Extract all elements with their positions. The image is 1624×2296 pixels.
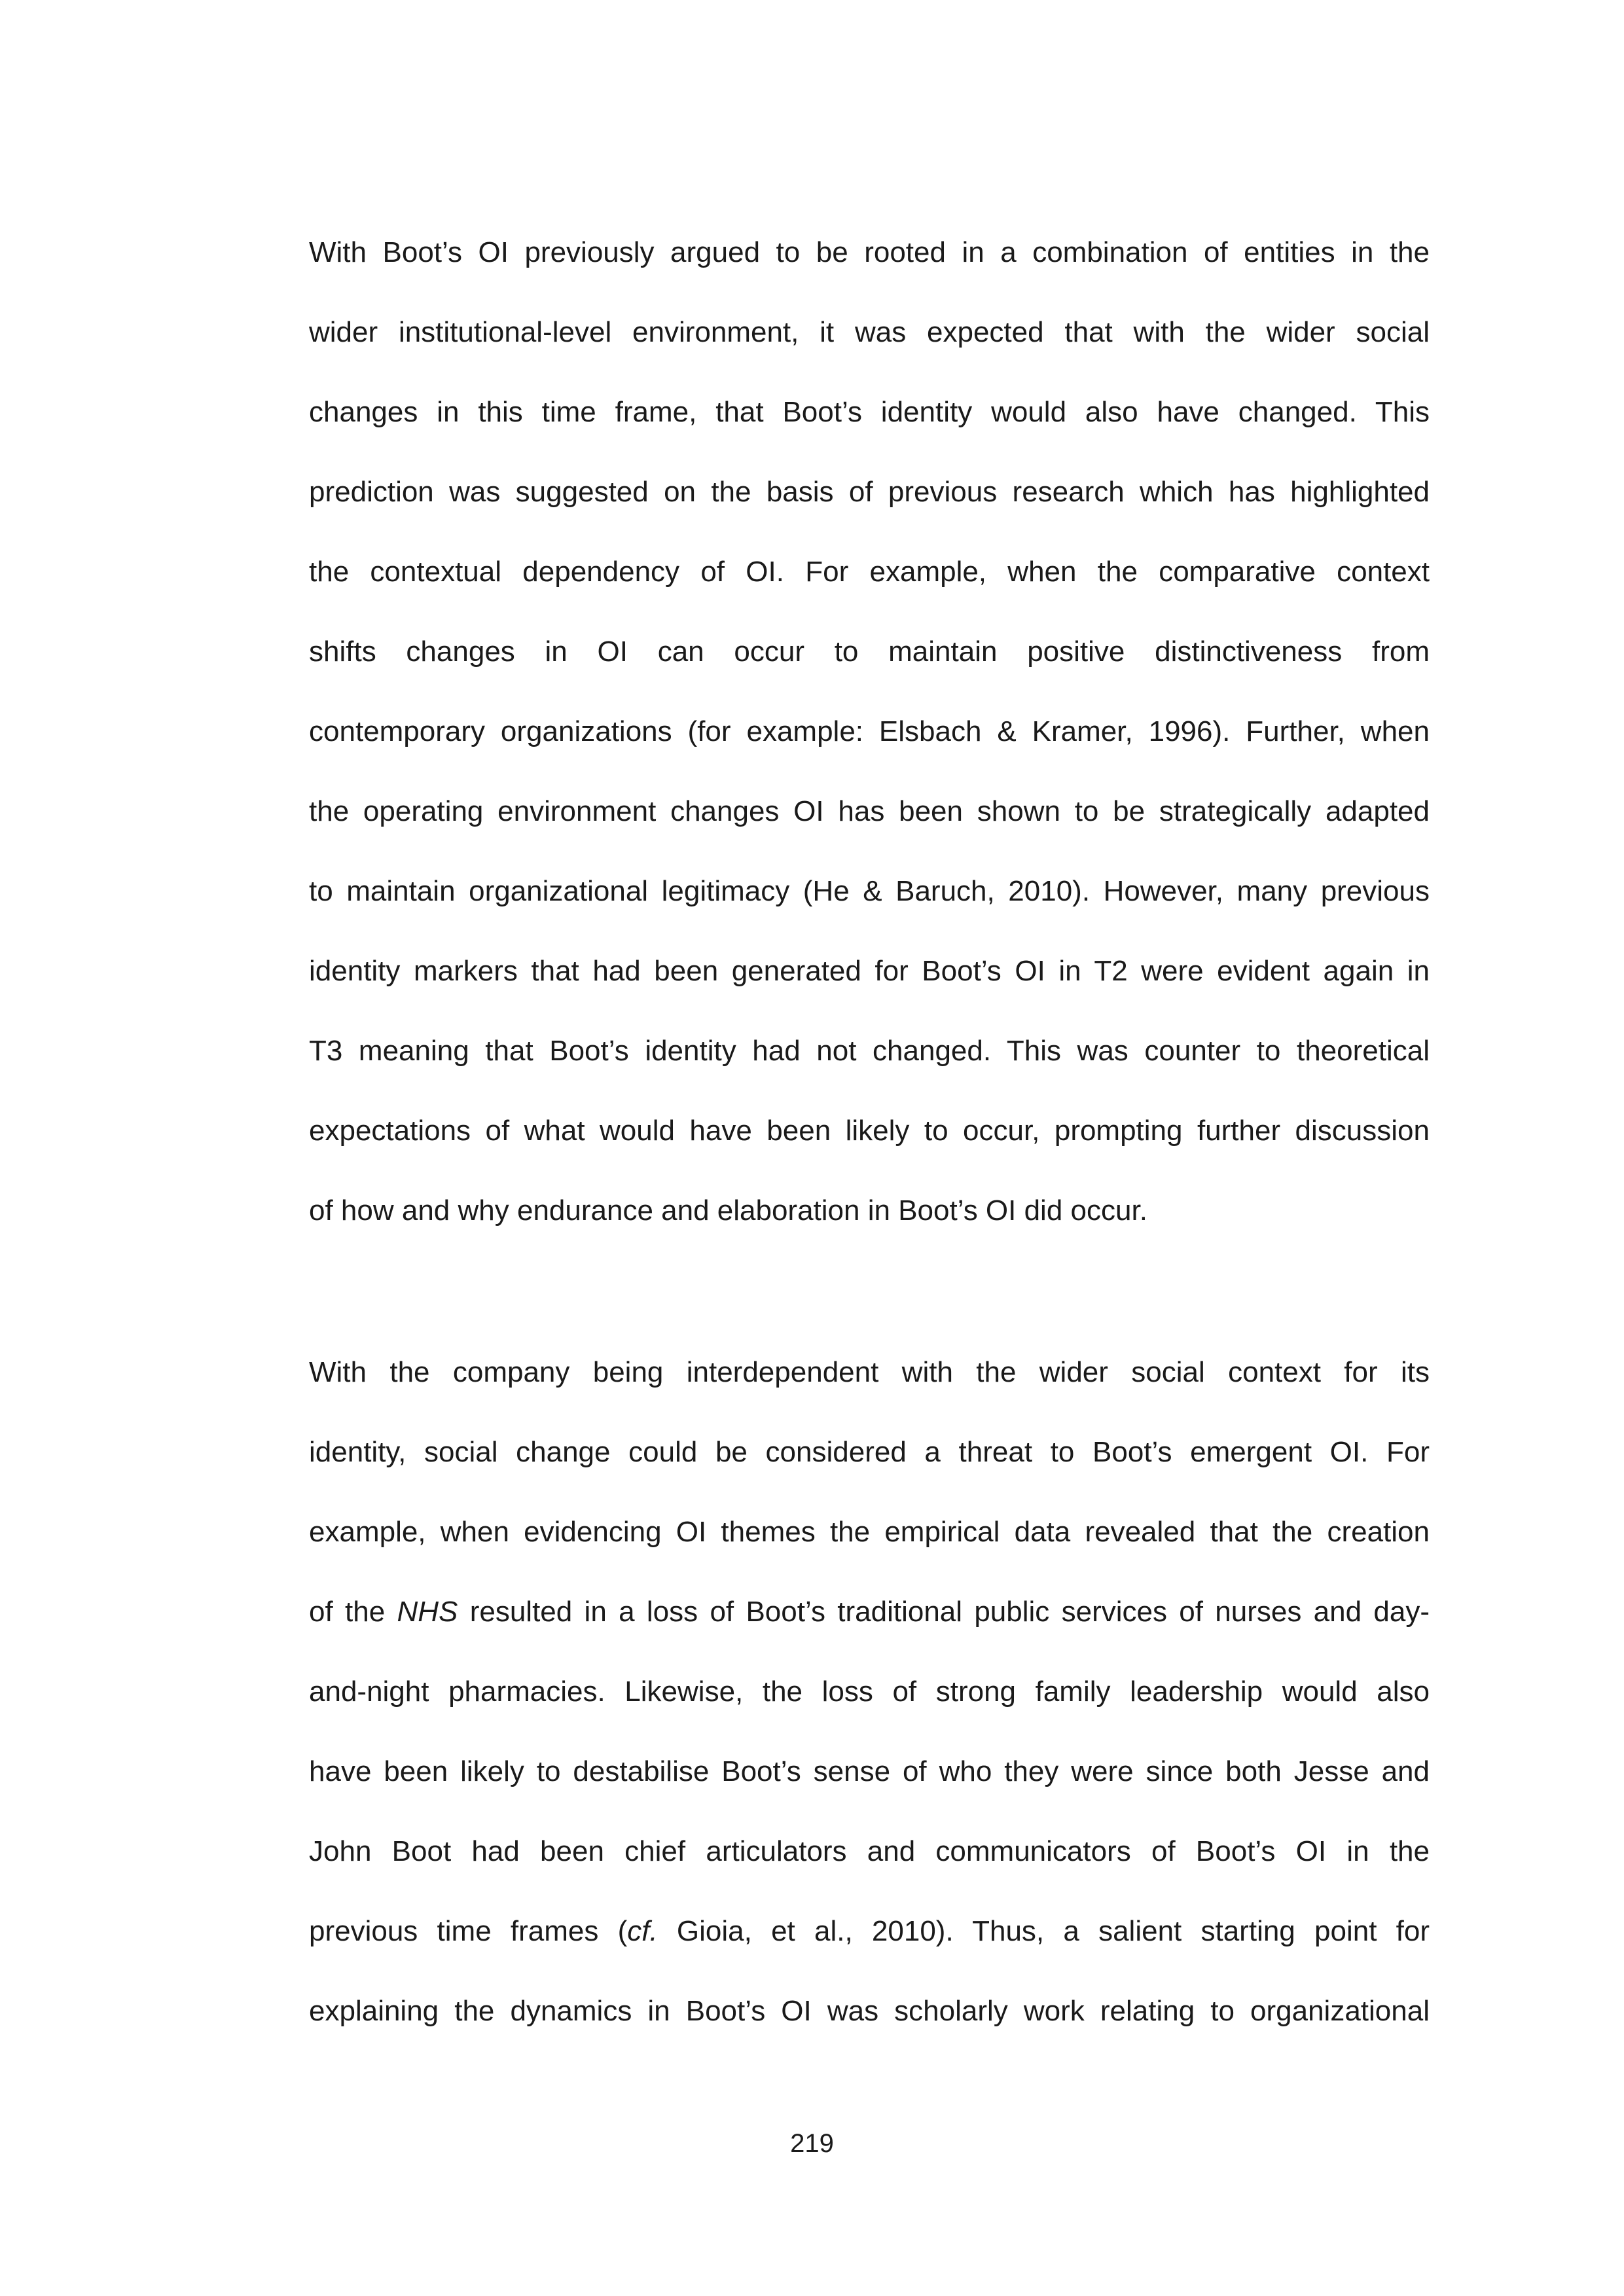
paragraph-line: expectations of what would have been likely to occur, prompting further discussion	[309, 1115, 1430, 1147]
paragraph-line: the operating environment changes OI has been shown to be strategically adapted	[309, 795, 1430, 827]
paragraph-line: changes in this time frame, that Boot’s identity would also have changed. This	[309, 396, 1430, 428]
paragraph-line: of how and why endurance and elaboration in Boot’s OI did occur.	[309, 1194, 1147, 1227]
paragraph-line: example, when evidencing OI themes the empirical data revealed that the creation	[309, 1516, 1430, 1548]
paragraph-line	[309, 1572, 1430, 1652]
paragraph-line: have been likely to destabilise Boot’s sense of who they were since both Jesse and	[309, 1755, 1430, 1787]
line-text: resulted in a loss of Boot’s traditional public services of nurses and day-	[458, 1596, 1430, 1628]
paragraph-1	[309, 213, 1430, 1251]
italic-term-cf: cf.	[627, 1915, 658, 1947]
paragraph-line: prediction was suggested on the basis of previous research which has highlighted	[309, 476, 1430, 508]
paragraph-line: wider institutional-level environment, it was expected that with the wider social	[309, 316, 1430, 348]
paragraph-line: shifts changes in OI can occur to maintain positive distinctiveness from	[309, 636, 1430, 668]
paragraph-line: identity markers that had been generated for Boot’s OI in T2 were evident again in	[309, 955, 1430, 987]
line-text: Gioia, et al., 2010). Thus, a salient starting point for	[657, 1915, 1430, 1947]
paragraph-line: the contextual dependency of OI. For example, when the comparative context	[309, 556, 1430, 588]
paragraph-line: T3 meaning that Boot’s identity had not changed. This was counter to theoretical	[309, 1035, 1430, 1067]
line-text: previous time frames (	[309, 1915, 628, 1947]
line-text: of the	[309, 1596, 397, 1628]
paragraph-line: contemporary organizations (for example: Elsbach & Kramer, 1996). Further, when	[309, 715, 1430, 747]
paragraph-line: to maintain organizational legitimacy (He & Baruch, 2010). However, many previous	[309, 875, 1430, 907]
paragraph-line: identity, social change could be considered a threat to Boot’s emergent OI. For	[309, 1436, 1430, 1468]
paragraph-line: With the company being interdependent with the wider social context for its	[309, 1356, 1430, 1388]
paragraph-line	[309, 1892, 1430, 1971]
paragraph-line: explaining the dynamics in Boot’s OI was scholarly work relating to organizational	[309, 1995, 1430, 2027]
page-number: 219	[790, 2129, 834, 2158]
paragraph-line: With Boot’s OI previously argued to be rooted in a combination of entities in the	[309, 236, 1430, 268]
paragraph-line: John Boot had been chief articulators and communicators of Boot’s OI in the	[309, 1835, 1430, 1867]
italic-term-nhs: NHS	[397, 1596, 458, 1628]
paragraph-2	[309, 1333, 1430, 2051]
paragraph-line: and-night pharmacies. Likewise, the loss of strong family leadership would also	[309, 1676, 1430, 1708]
